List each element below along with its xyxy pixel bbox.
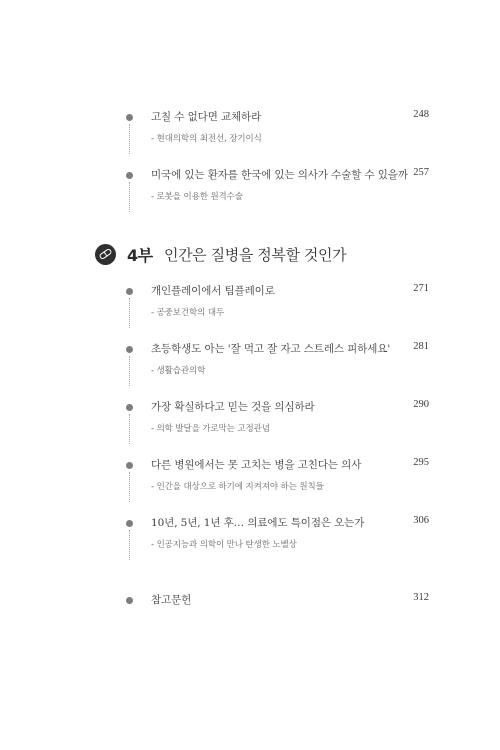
entry-title[interactable]: 초등학생도 아는 '잘 먹고 잘 자고 스트레스 피하세요' <box>151 343 391 355</box>
entry-subtitle: - 공중보건학의 대두 <box>151 308 225 318</box>
entry-title[interactable]: 다른 병원에서는 못 고치는 병을 고친다는 의사 <box>151 459 362 471</box>
bullet-dot <box>126 172 133 179</box>
entry-title[interactable]: 가장 확실하다고 믿는 것을 의심하라 <box>151 401 315 413</box>
entry-subtitle: - 인간을 대상으로 하기에 지켜져야 하는 원칙들 <box>151 482 324 492</box>
bullet-dot <box>126 520 133 527</box>
entry-subtitle: - 현대의학의 최전선, 장기이식 <box>151 134 262 144</box>
bullet-dot <box>126 597 133 604</box>
entry-page: 281 <box>413 341 429 352</box>
toc-entry <box>0 515 500 565</box>
timeline-line <box>129 356 130 386</box>
bullet-dot <box>126 404 133 411</box>
entry-page: 290 <box>413 399 429 410</box>
timeline-line <box>129 298 130 328</box>
pill-icon <box>95 244 116 265</box>
entry-page: 257 <box>413 167 429 178</box>
entry-title[interactable]: 참고문헌 <box>151 594 192 606</box>
toc-entry <box>0 399 500 449</box>
entry-subtitle: - 생활습관의학 <box>151 366 206 376</box>
entry-subtitle: - 로봇을 이용한 원격수술 <box>151 192 243 202</box>
entry-page: 271 <box>413 283 429 294</box>
entry-page: 312 <box>413 592 429 603</box>
timeline-line <box>129 530 130 560</box>
entry-title[interactable]: 개인플레이에서 팀플레이로 <box>151 285 275 297</box>
bullet-dot <box>126 114 133 121</box>
part-header <box>95 243 435 267</box>
toc-entry <box>0 283 500 333</box>
toc-entry <box>0 167 500 217</box>
entry-title[interactable]: 미국에 있는 환자를 한국에 있는 의사가 수술할 수 있을까 <box>151 169 408 181</box>
part-title: 인간은 질병을 정복할 것인가 <box>164 246 347 264</box>
entry-subtitle: - 인공지능과 의학이 만나 탄생한 노벨상 <box>151 540 297 550</box>
entry-page: 248 <box>413 109 429 120</box>
bullet-dot <box>126 288 133 295</box>
timeline-line <box>129 124 130 154</box>
toc-entry <box>0 109 500 159</box>
bullet-dot <box>126 346 133 353</box>
entry-page: 306 <box>413 515 429 526</box>
entry-title[interactable]: 10년, 5년, 1년 후… 의료에도 특이점은 오는가 <box>151 517 365 529</box>
toc-entry <box>0 341 500 391</box>
timeline-line <box>129 414 130 444</box>
part-number: 4부 <box>127 246 153 265</box>
toc-entry-references <box>0 592 500 612</box>
toc-entry <box>0 457 500 507</box>
timeline-line <box>129 472 130 502</box>
entry-subtitle: - 의학 발달을 가로막는 고정관념 <box>151 424 270 434</box>
timeline-line <box>129 182 130 212</box>
entry-title[interactable]: 고칠 수 없다면 교체하라 <box>151 111 262 123</box>
entry-page: 295 <box>413 457 429 468</box>
bullet-dot <box>126 462 133 469</box>
